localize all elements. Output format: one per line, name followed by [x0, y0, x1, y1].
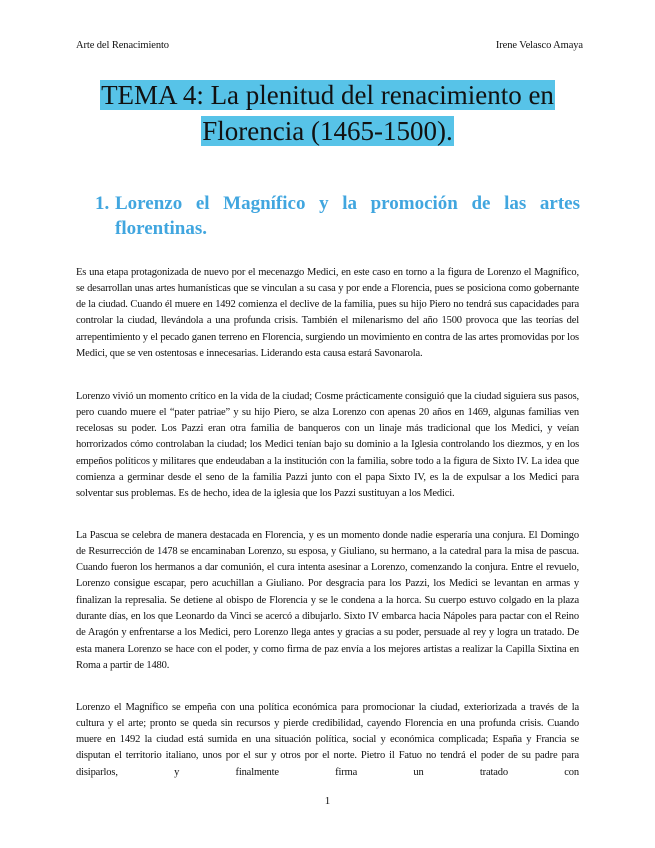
paragraph-3: La Pascua se celebra de manera destacada en Florencia, y es un momento donde nadie esperaría una conjura. El Domingo de Resurrección de 1478 se encaminaban Lorenzo, su esposa, y Giuliano, su hermano, a la catedral para la misa de pascua. Cuando fueron los hermanos a dar comunión, el cura intenta asesinar a Lorenzo, comenzando la conjura. Entre el revuelo, Lorenzo consigue escapar, pero acuchillan a Giuliano. Por desgracia para los Pazzi, los Medici se levantan en armas y finalizan la represalia. Se detiene al obispo de Florencia y se le condena a la horca. Su cuerpo estuvo colgado en la plaza durante días, en los que Leonardo da Vinci se acercó a dibujarlo. Sixto IV embarca hacia Nápoles para pactar con el Reino de Aragón y enfrentarse a los Medici, pero Lorenzo llega antes y gracias a su poder, persuade al rey y logra un tratado. De esta manera Lorenzo se hace con el poder, y como firma de paz envía a los mejores artistas a realizar la Capilla Sixtina en Roma a partir de 1480.	[76, 529, 579, 671]
paragraph-2: Lorenzo vivió un momento crítico en la vida de la ciudad; Cosme prácticamente consiguió que la ciudad siguiera sus pasos, pero cuando muere el “pater patriae” y su hijo Piero, se alza Lorenzo con apenas 20 años en 1469, algunas familias ven recelosas su poder. Los Pazzi eran otra familia de banqueros con un linaje más tradicional que los Medici, y veían horrorizados cómo controlaban la ciudad; los Medici tenían bajo su dominio a la Iglesia controlando los diezmos, y en los empeños políticos y militares que endeudaban a la institución con la familia, sobre todo a la figura de Sixto IV. La idea que comienza a germinar desde el seno de la familia Pazzi junto con el papa Sixto IV, es la de expulsar a los Medici para solventar sus problemas. Es de hecho, idea de la iglesia que los Pazzi sustituyan a los Medici.	[76, 390, 579, 500]
paragraph-1: Es una etapa protagonizada de nuevo por el mecenazgo Medici, en este caso en torno a la figura de Lorenzo el Magnífico, se desarrollan unas artes humanísticas que se vinculan a su casa y por ende a Florencia, pues se posiciona como gobernante de la ciudad. Cuando él muere en 1492 comienza el declive de la familia, pues su hijo Piero no tendrá sus capacidades para controlar la ciudad, llevándola a una profunda crisis. También el milenarismo del año 1500 provoca que las teorías del arrepentimiento y el pecado ganen terreno en Florencia, surgiendo un movimiento en contra de las artes promovidas por los Medici, que se ven ostentosas e innecesarias. Liderando esta causa estará Savonarola.	[76, 266, 579, 359]
page-number: 1	[324, 795, 331, 807]
page-title	[60, 77, 595, 149]
paragraph-4: Lorenzo el Magnífico se empeña con una política económica para promocionar la ciudad, exteriorizada a través de la cultura y el arte; pronto se queda sin recursos y pierde credibilidad, cayendo Florencia en una profunda crisis. Cuando muere en 1492 la ciudad está sumida en una situación política, social y económica complicada; España y Francia se disputan el territorio italiano, unos por el sur y otros por el norte. Pietro il Fatuo no tendrá el poder de su padre para disiparlos, y finalmente firma un tratado con	[76, 701, 579, 778]
title-line-1: TEMA 4: La plenitud del renacimiento en	[101, 80, 554, 110]
header-left: Arte del Renacimiento	[76, 40, 169, 51]
section-number: 1.	[95, 193, 110, 214]
title-line-2: Florencia (1465-1500).	[202, 116, 453, 146]
header-right: Irene Velasco Amaya	[495, 40, 583, 51]
section-heading	[95, 191, 580, 241]
section-heading-text: Lorenzo el Magnífico y la promoción de las artes florentinas.	[115, 193, 580, 239]
